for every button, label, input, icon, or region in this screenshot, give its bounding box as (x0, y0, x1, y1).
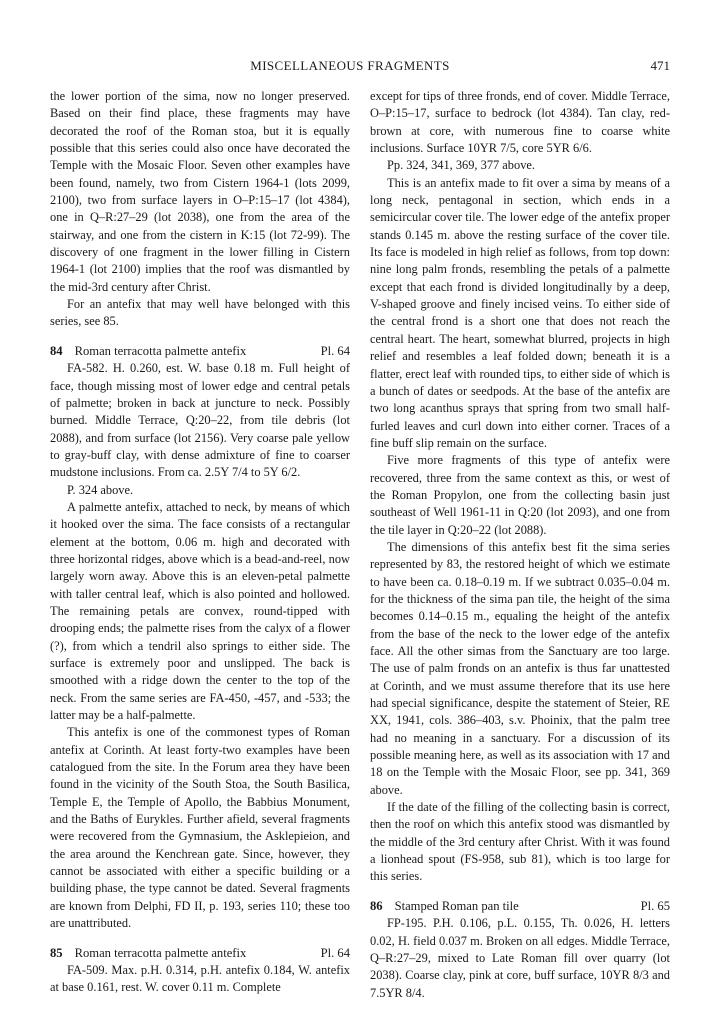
entry-title: Roman terracotta palmette antefix (74, 945, 247, 960)
plate-reference: Pl. 64 (320, 945, 350, 960)
right-column (370, 88, 670, 1002)
paragraph: This antefix is one of the commonest types of Roman antefix at Corinth. At least forty-two examples have been catalogued from the site. In the Forum area they have been found in the vicinity of the South Stoa, the South Basilica, Temple E, the Temple of Apollo, the Babbius Monument, and the Baths of Eurykles. Further afield, several fragments were recovered from the Gymnasium, the Asklepieion, and the area around the Kenchrean gate. Since, however, they cannot be associated with either a specific building or a building phase, the type cannot be dated. Several fragments are known from Delphi, FD II, p. 193, series 110; these too are unattributed. (50, 725, 350, 931)
catalogue-entry-heading (50, 343, 350, 360)
entry-description: FP-195. P.H. 0.106, p.L. 0.155, Th. 0.026, H. letters 0.02, H. field 0.037 m. Broken on all edges. Middle Terrace, Q–R:27–29, mixed to Late Roman fill over quarry (lot 2038). Coarse clay, pink at core, buff surface, 10YR 8/3 and 7.5YR 8/4. (370, 916, 670, 1000)
entry-number: 84 (50, 343, 63, 358)
entry-number: 85 (50, 945, 63, 960)
entry-description: FA-582. H. 0.260, est. W. base 0.18 m. Full height of face, though missing most of lower edge and central petals of palmette; broken in back at juncture to neck. Possibly burned. Middle Terrace, Q:20–22, from tile debris (lot 2088), and from surface (lot 2156). Very coarse pale yellow to gray-buff clay, with dense admixture of fine to coarser mudstone inclusions. From ca. 2.5Y 7/4 to 5Y 6/2. (50, 361, 350, 480)
paragraph: This is an antefix made to fit over a sima by means of a long neck, pentagonal in section, which ends in a semicircular cover tile. The lower edge of the antefix proper stands 0.145 m. above the resting surface of the cover tile. Its face is modeled in high relief as follows, from top down: nine long palm fronds, resembling the petals of a palmette except that each frond is divided longitudinally by a deep, V-shaped groove and finely incised veins. To either side of the central frond is a short one that does not reach the central heart. The heart, somewhat blurred, projects in high relief and resembles a leaf folded down; beneath it is a flatter, erect leaf with rounded tips, to either side of which is a bunch of dates or seedpods. At the base of the antefix are two long acanthus sprays that spring from two small half-furled leaves and curl down into either corner. Traces of a fine buff slip remain on the surface. (370, 175, 670, 450)
entry-description-continued: except for tips of three fronds, end of cover. Middle Terrace, O–P:15–17, surface to bedrock (lot 4384). Tan clay, red-brown at core, with numerous fine to coarse white inclusions. Surface 10YR 7/5, core 5YR 6/6. (370, 89, 670, 156)
paragraph: Five more fragments of this type of antefix were recovered, three from the same context as this, or west of the Roman Propylon, one from the collecting basin just southeast of Well 1961-11 in Q:20 (lot 2093), and one from the tile layer in Q:20–22 (lot 2088). (370, 453, 670, 537)
page-reference: Pp. 324, 341, 369, 377 above. (387, 158, 535, 173)
paragraph: For an antefix that may well have belonged with this series, see 85. (50, 297, 350, 329)
paragraph: the lower portion of the sima, now no longer preserved. Based on their find place, these fragments may have decorated the roof of the Roman stoa, but it is equally possible that this series could also once have decorated the Temple with the Mosaic Floor. Seven other examples have been found, namely, two from Cistern 1964-1 (lots 2099, 2100), two from surface layers in O–P:15–17 (lot 4384), one in Q–R:27–29 (lot 2038), one from the area of the stairway, and one from the cistern in K:15 (lot 72-99). The discovery of one fragment in the lower filling in Cistern 1964-1 (lot 2100) implies that the roof was dismantled by the mid-3rd century after Christ. (50, 89, 350, 294)
page-number: 471 (650, 58, 670, 73)
paragraph: If the date of the filling of the collecting basin is correct, then the roof on which this antefix stood was dismantled by the middle of the 3rd century after Christ. With it was found a lionhead spout (FS-958, sub 81), which is too large for this series. (370, 800, 670, 884)
paragraph: The dimensions of this antefix best fit the sima series represented by 83, the restored height of which we estimate to have been ca. 0.18–0.19 m. If we subtract 0.035–0.04 m. for the thickness of the sima pan tile, the height of the sima becomes 0.14–0.15 m., equaling the height of the antefix from the base of the neck to the lower edge of the antefix face. All the other simas from the Sanctuary are too large. The use of palm fronds on an antefix is thus far unattested at Corinth, and we must assume therefore that its use here had special significance, despite the statement of Steier, RE XX, 1941, cols. 386–403, s.v. Phoinix, that the palm tree had no meaning in a sanctuary. For a discussion of its possible meaning here, as well as its association with 17 and 18 on the Temple with the Mosaic Floor, see pp. 341, 369 above. (370, 539, 670, 797)
catalogue-entry-heading (370, 898, 670, 915)
catalogue-entry-heading (50, 945, 350, 962)
entry-title: Stamped Roman pan tile (394, 898, 519, 913)
left-column (50, 88, 350, 997)
running-header-title: MISCELLANEOUS FRAGMENTS (250, 58, 450, 73)
plate-reference: Pl. 64 (320, 343, 350, 358)
paragraph: A palmette antefix, attached to neck, by means of which it hooked over the sima. The face consists of a rectangular element at the bottom, 0.06 m. high and decorated with three horizontal ridges, above which is a bead-and-reel, now largely worn away. Above this is an eleven-petal palmette with taller central leaf, which is also pointed and hollowed. The remaining petals are convex, round-tipped with drooping ends; the palmette rises from the calyx of a flower (?), from which a tendril also springs to either side. The surface is extremely poor and unslipped. The back is smoothed with a ridge down the center to the top of the neck. From the same series are FA-450, -457, and -533; the latter may be a half-palmette. (50, 499, 350, 723)
entry-description: FA-509. Max. p.H. 0.314, p.H. antefix 0.184, W. antefix at base 0.161, rest. W. cover 0.11 m. Complete (50, 962, 350, 995)
plate-reference: Pl. 65 (640, 898, 670, 913)
entry-title: Roman terracotta palmette antefix (74, 343, 247, 358)
page-reference: P. 324 above. (67, 482, 134, 497)
entry-number: 86 (370, 898, 383, 913)
